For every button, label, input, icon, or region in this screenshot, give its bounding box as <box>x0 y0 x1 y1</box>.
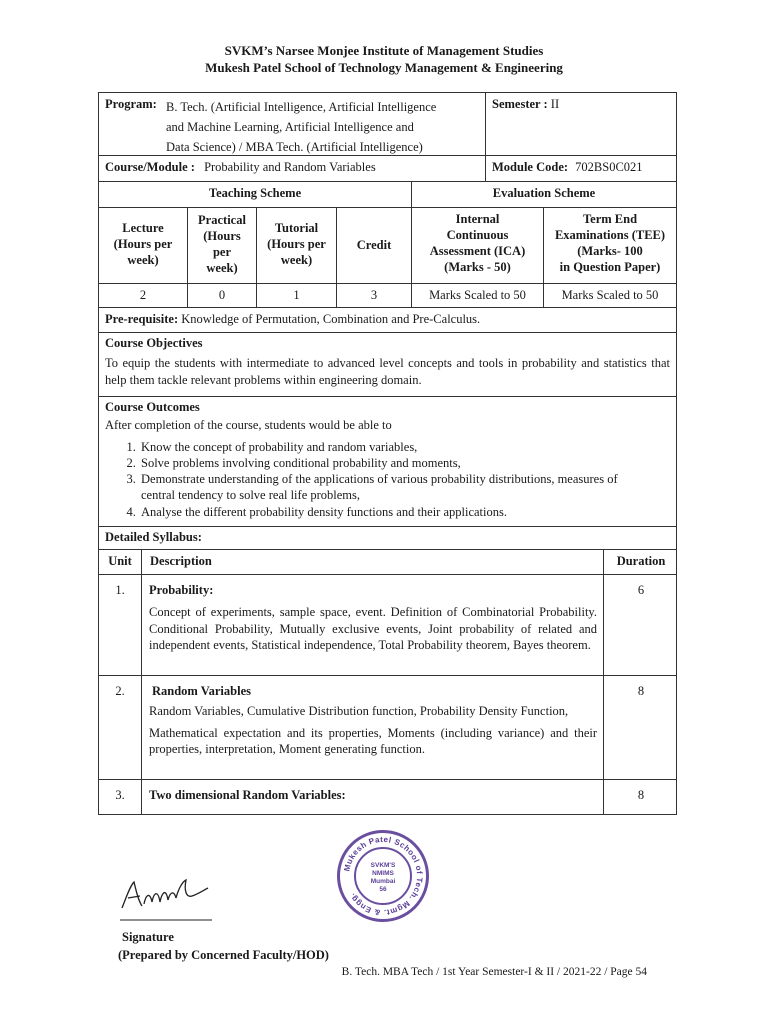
syllabus-unit-row <box>98 780 677 815</box>
unit-description <box>149 684 597 758</box>
stamp-center <box>354 847 412 905</box>
duration-column-header: Duration <box>616 554 666 568</box>
practical-h4: week) <box>206 261 238 275</box>
semester <box>492 97 559 112</box>
outcome-item: 2. Solve problems involving conditional probability and moments, <box>139 455 636 471</box>
outcome-item: 1. Know the concept of probability and random variables, <box>139 439 636 455</box>
institute-name: SVKM’s Narsee Monjee Institute of Management Studies <box>224 43 544 58</box>
prerequisite <box>105 312 480 327</box>
course-label: Course/Module : <box>105 160 195 174</box>
practical-value: 0 <box>218 288 226 302</box>
syllabus-title: Detailed Syllabus: <box>105 530 202 544</box>
handwritten-signature <box>116 868 216 926</box>
lecture-header <box>99 220 187 268</box>
unit-number: 3. <box>115 788 125 802</box>
syllabus-unit-row <box>98 676 677 780</box>
institute-header <box>0 42 768 76</box>
outcome-item: 3. Demonstrate understanding of the applications of various probability distributions, measures of central tendency to solve real life problems, <box>139 471 636 503</box>
lecture-h3: week) <box>127 253 159 267</box>
credit-value: 3 <box>370 288 378 302</box>
stamp-line: Mumbai <box>370 878 396 885</box>
stamp-line: NMIMS <box>372 870 394 877</box>
program-value <box>166 97 436 157</box>
tee-h3: (Marks- 100 <box>577 244 643 258</box>
unit-duration: 8 <box>637 684 645 698</box>
unit-duration: 8 <box>637 788 645 802</box>
tutorial-h3: week) <box>280 253 313 267</box>
objectives-text: To equip the students with intermediate to advanced level concepts and tools in probability and statistics that help them tackle relevant problems within engineering domain. <box>105 356 670 387</box>
outcomes-row <box>98 397 677 527</box>
page-footer: B. Tech. MBA Tech / 1st Year Semester-I & II / 2021-22 / Page 54 <box>341 966 647 978</box>
unit-title: Probability: <box>149 583 214 597</box>
stamp-line: 56 <box>379 886 387 893</box>
unit-column-header: Unit <box>108 554 132 568</box>
program-line-2: and Machine Learning, Artificial Intelligence and <box>166 120 414 134</box>
program-row <box>98 92 677 156</box>
outcomes-intro: After completion of the course, students would be able to <box>105 418 392 432</box>
tee-h4: in Question Paper) <box>559 260 661 274</box>
signature-label: Signature <box>122 930 174 944</box>
syllabus-title-row <box>98 527 677 550</box>
prerequisite-value: Knowledge of Permutation, Combination and Pre-Calculus. <box>181 312 481 326</box>
program-label: Program: <box>105 97 157 111</box>
outcome-item: 4. Analyse the different probability density functions and their applications. <box>139 504 636 520</box>
program-line-1: B. Tech. (Artificial Intelligence, Artificial Intelligence <box>166 100 437 114</box>
practical-h1: Practical <box>198 213 246 227</box>
syllabus-header-row <box>98 550 677 575</box>
unit-description <box>149 583 597 654</box>
course <box>105 160 376 175</box>
unit-paragraph: Random Variables, Cumulative Distribution function, Probability Density Function, <box>149 704 569 718</box>
course-row <box>98 156 677 182</box>
tee-header <box>544 211 676 275</box>
tutorial-h2: (Hours per <box>267 237 326 251</box>
ica-header <box>412 211 543 275</box>
semester-value: II <box>550 97 560 111</box>
lecture-h1: Lecture <box>122 221 164 235</box>
scheme-title-row <box>98 182 677 208</box>
practical-h3: per <box>212 245 232 259</box>
semester-label: Semester : <box>492 97 548 111</box>
ica-h1: Internal <box>455 212 500 226</box>
unit-title: Two dimensional Random Variables: <box>149 788 346 802</box>
module-code <box>492 160 643 175</box>
scheme-header-row <box>98 208 677 284</box>
prerequisite-row <box>98 308 677 333</box>
unit-number: 2. <box>115 684 125 698</box>
module-code-label: Module Code: <box>492 160 569 174</box>
ica-value: Marks Scaled to 50 <box>429 288 526 302</box>
prepared-by: (Prepared by Concerned Faculty/HOD) <box>118 948 329 962</box>
evaluation-scheme-title: Evaluation Scheme <box>492 186 596 200</box>
school-name: Mukesh Patel School of Technology Management & Engineering <box>205 60 563 75</box>
tee-h2: Examinations (TEE) <box>554 228 666 242</box>
credit-header: Credit <box>356 238 392 252</box>
tutorial-value: 1 <box>293 288 300 302</box>
description-column-header: Description <box>150 554 212 568</box>
teaching-scheme-title: Teaching Scheme <box>208 186 302 200</box>
objectives-row <box>98 333 677 397</box>
lecture-h2: (Hours per <box>113 237 173 251</box>
practical-h2: (Hours <box>203 229 241 243</box>
practical-header <box>188 212 256 276</box>
module-code-value: 702BS0C021 <box>575 160 643 174</box>
objectives-title: Course Objectives <box>105 336 203 350</box>
tutorial-header <box>257 220 336 268</box>
unit-duration: 6 <box>637 583 645 597</box>
lecture-value: 2 <box>139 288 147 302</box>
unit-title: Random Variables <box>152 684 251 698</box>
tee-h1: Term End <box>582 212 638 226</box>
outcomes-list <box>99 439 636 520</box>
tee-value: Marks Scaled to 50 <box>561 288 659 302</box>
unit-paragraph: Concept of experiments, sample space, event. Definition of Combinatorial Probability. Conditional Probability, Mutually exclusive events, Joint probability of related and independent events, Statistical independence, Total Probability theorem, Bayes theorem. <box>149 605 597 652</box>
outcomes-title: Course Outcomes <box>105 400 200 414</box>
course-name: Probability and Random Variables <box>204 160 376 174</box>
institute-stamp <box>337 830 429 922</box>
syllabus-unit-row <box>98 575 677 676</box>
ica-h4: (Marks - 50) <box>444 260 511 274</box>
ica-h2: Continuous <box>446 228 509 242</box>
prerequisite-label: Pre-requisite: <box>105 312 179 326</box>
scheme-values-row <box>98 284 677 308</box>
unit-number: 1. <box>115 583 125 597</box>
program-line-3: Data Science) / MBA Tech. (Artificial Intelligence) <box>166 140 423 154</box>
ica-h3: Assessment (ICA) <box>429 244 526 258</box>
stamp-line: SVKM'S <box>370 862 396 869</box>
tutorial-h1: Tutorial <box>274 221 319 235</box>
svg-text:Mukesh Patel School of Tech. M: Mukesh Patel School of Tech. Mgmt. & Engg. <box>342 834 425 918</box>
unit-paragraph: Mathematical expectation and its properties, Moments (including variance) and their properties, interpretation, Moment generating function. <box>149 725 597 756</box>
